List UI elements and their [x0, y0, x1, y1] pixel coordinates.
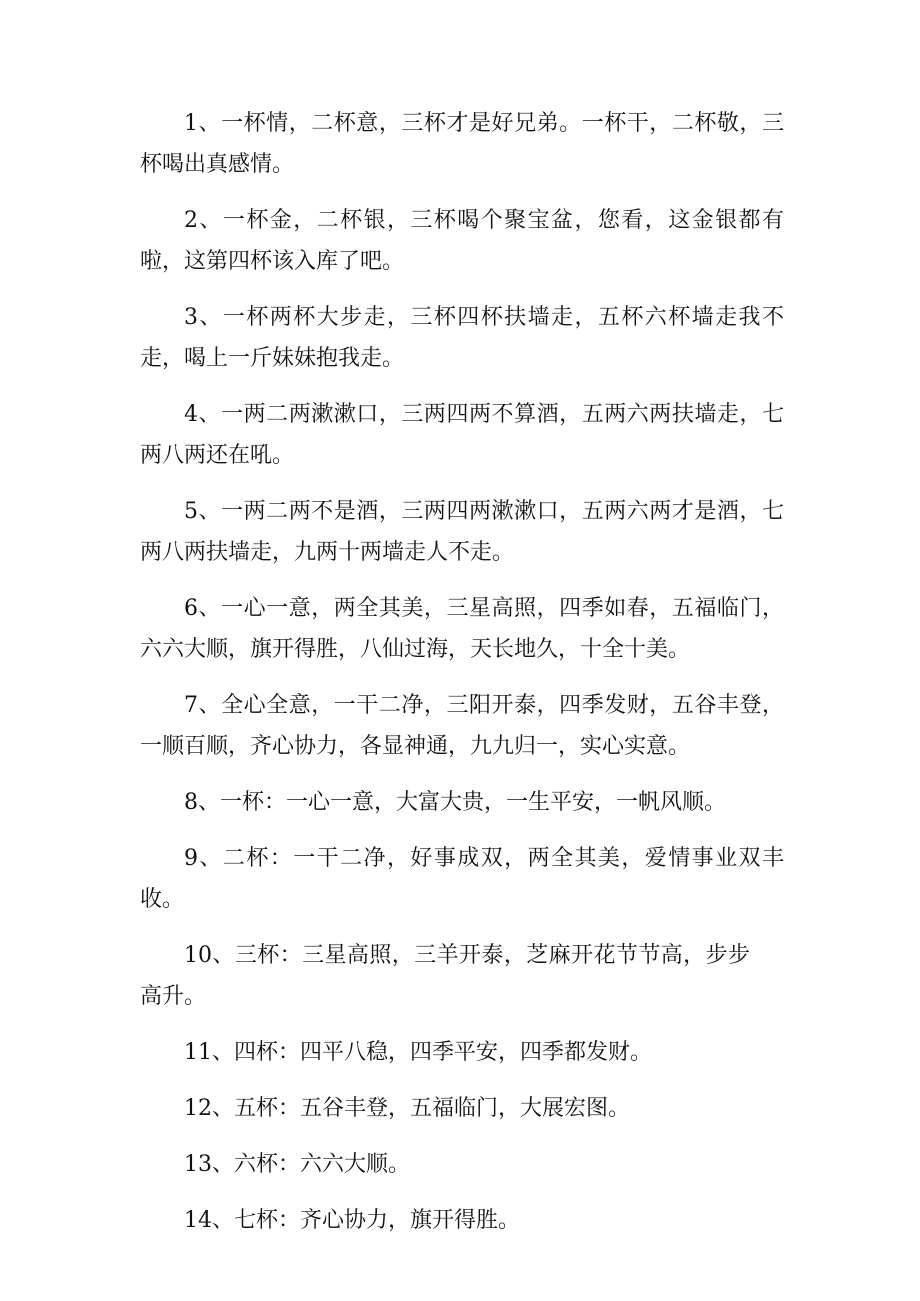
- list-item-12: 12、五杯：五谷丰登，五福临门，大展宏图。: [184, 1096, 630, 1121]
- list-item-9: 9、二杯：一干二净，好事成双，两全其美，爱情事业双丰收。: [140, 846, 784, 912]
- document-body: [140, 103, 784, 1256]
- list-item-2: 2、一杯金，二杯银，三杯喝个聚宝盆，您看，这金银都有啦，这第四杯该入库了吧。: [140, 208, 784, 274]
- list-item-14: 14、七杯：齐心协力，旗开得胜。: [184, 1208, 520, 1233]
- list-item-13: 13、六杯：六六大顺。: [184, 1152, 410, 1177]
- list-item-7: 7、全心全意，一干二净，三阳开泰，四季发财，五谷丰登，一顺百顺，齐心协力，各显神通，九九归一，实心实意。: [140, 693, 784, 759]
- list-item-5: 5、一两二两不是酒，三两四两漱漱口，五两六两才是酒，七两八两扶墙走，九两十两墙走人不走。: [140, 499, 784, 565]
- list-item-4: 4、一两二两漱漱口，三两四两不算酒，五两六两扶墙走，七两八两还在吼。: [140, 402, 784, 468]
- list-item-8: 8、一杯：一心一意，大富大贵，一生平安，一帆风顺。: [184, 790, 726, 815]
- list-item-11: 11、四杯：四平八稳，四季平安，四季都发财。: [184, 1040, 652, 1065]
- list-item-6: 6、一心一意，两全其美，三星高照，四季如春，五福临门，六六大顺，旗开得胜，八仙过海，天长地久，十全十美。: [140, 596, 784, 662]
- list-item-3: 3、一杯两杯大步走，三杯四杯扶墙走，五杯六杯墙走我不走，喝上一斤妹妹抱我走。: [140, 305, 784, 371]
- list-item-10: 10、三杯：三星高照，三羊开泰，芝麻开花节节高，步步高升。: [140, 943, 750, 1009]
- list-item-1: 1、一杯情，二杯意，三杯才是好兄弟。一杯干，二杯敬，三杯喝出真感情。: [140, 111, 784, 177]
